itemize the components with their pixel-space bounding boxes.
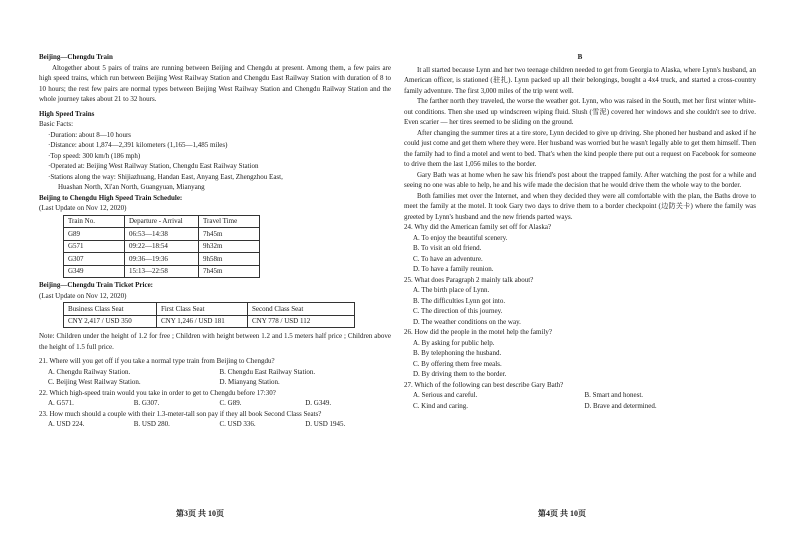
option: C. The direction of this journey. [413,307,503,315]
option: A. Chengdu Railway Station. [48,367,131,376]
question-22 [39,388,391,409]
option: C. To have an adventure. [413,254,483,263]
option: D. By driving them to the border. [413,370,507,378]
table-cell: 9h32m [199,240,260,253]
table-row [64,265,260,278]
question-23 [39,409,391,430]
schedule-title: Beijing to Chengdu High Speed Train Schedule: [39,193,183,202]
option: C. Kind and caring. [413,401,469,410]
question-text: 23. How much should a couple with their 1.3-meter-tall son pay if they all book Second Class Seats? [39,409,322,418]
option: D. Mianyang Station. [219,378,280,386]
hs-heading: High Speed Trains [39,109,95,118]
fact-item-cont: Huashan North, Xi'an North, Guangyuan, Mianyang [58,183,205,191]
facts-list [39,130,391,193]
table-cell: CNY 2,417 / USD 350 [64,315,157,328]
page-number-left: 第3页 共 10页 [176,509,224,518]
basic-facts-label: Basic Facts: [39,120,74,128]
table-cell: 7h45m [199,228,260,241]
option: B. Chengdu East Railway Station. [219,367,316,376]
question-text: 21. Where will you get off if you take a normal type train from Beijing to Chengdu? [39,357,275,365]
article-heading: Beijing—Chengdu Train [39,53,113,61]
schedule-table [63,215,260,279]
option-list [404,390,756,411]
option: A. G571. [48,399,74,407]
option-list [39,419,391,430]
story-paragraph: It all started because Lynn and her two teenage children needed to get from Georgia to Alaska, where Lynn's husband, an American officer, is stationed (驻扎). Lynn packed up all their belongings, bought a 4x4 truck, and started a cross-country family adventure. The first 3,000 miles of the trip went well. [404,65,756,95]
table-row [64,253,260,266]
story-paragraph: The farther north they traveled, the worse the weather got. Lynn, who was raised in the South, met her first winter white-out conditions. Then she used up windscreen wiping fluid. Slush (雪泥) covered her windows and she couldn't see to drive. Even scarier — her tires seemed to be sliding on the ground. [404,97,756,126]
table-cell: 09:22—18:54 [125,240,199,253]
question-text: 26. How did the people in the motel help the family? [404,328,552,336]
fact-item: ·Duration: about 8—10 hours [48,130,132,139]
option: C. Beijing West Railway Station. [48,378,141,386]
fact-item: ·Stations along the way: Shijiazhuang, Handan East, Anyang East, Zhengzhou East, [48,172,283,181]
option-list [39,367,391,388]
option: A. The birth place of Lynn. [413,286,490,294]
option: A. Serious and careful. [413,391,478,399]
table-cell: G571 [64,240,125,253]
table-header-row [64,303,355,316]
option: B. The difficulties Lynn got into. [413,296,506,305]
table-cell: G89 [64,228,125,241]
table-cell: 9h58m [199,253,260,266]
table-cell: 15:13—22:58 [125,265,199,278]
question-25 [404,275,756,328]
fact-item: ·Distance: about 1,874—2,391 kilometers (1,165—1,485 miles) [48,141,228,149]
table-header: Departure - Arrival [125,215,199,228]
table-cell: 09:36—19:36 [125,253,199,266]
option: C. USD 336. [219,420,256,428]
table-header: Second Class Seat [248,303,355,316]
question-text: 27. Which of the following can best describe Gary Bath? [404,380,564,389]
table-header: Business Class Seat [64,303,157,316]
story-paragraph: Both families met over the Internet, and when they decided they were all comfortable with the plan, the Baths drove to meet the family at the motel. It took Gary two days to drive them to a border checkpoint (边防关卡) where the family was greeted by Lynn's husband and the new friends parted ways. [404,191,756,221]
table-cell: CNY 1,246 / USD 181 [157,315,248,328]
price-title: Beijing—Chengdu Train Ticket Price: [39,281,154,289]
schedule-update: (Last Update on Nov 12, 2020) [39,204,127,212]
option-list [39,398,391,409]
table-cell: 7h45m [199,265,260,278]
option: A. To enjoy the beautiful scenery. [413,233,508,242]
right-page [404,52,756,411]
question-27 [404,380,756,412]
price-note: Note: Children under the height of 1.2 for free ; Children with height between 1.2 and 1.5 meters half price ; Children above the height of 1.5 full price. [39,332,391,351]
option: B. By telephoning the husband. [413,349,502,357]
page-number-right: 第4页 共 10页 [538,509,586,518]
table-cell: G307 [64,253,125,266]
option: C. G89. [219,399,242,407]
option: D. G349. [305,399,332,407]
table-header-row [64,215,260,228]
option: B. USD 280. [133,420,170,428]
option: D. USD 1945. [305,420,346,428]
section-label: B [577,53,583,61]
option: B. G307. [133,399,160,407]
price-table [63,302,355,328]
option: D. Brave and determined. [584,401,657,410]
option: D. The weather conditions on the way. [413,317,521,326]
table-row [64,315,355,328]
option: A. By asking for public help. [413,338,495,347]
intro-paragraph: Altogether about 5 pairs of trains are running between Beijing and Chengdu at present. Among them, a few pairs are high speed trains, which run between Beijing West Railway Station and Chengdu East Railway Station with duration of 8 to 10 hours; the rest few pairs are normal types between Beijing West Railway Station and Chengdu Railway Station and the whole journey takes about 21 to 32 hours. [39,63,391,103]
table-header: Train No. [64,215,125,228]
table-header: First Class Seat [157,303,248,316]
table-cell: CNY 778 / USD 112 [248,315,355,328]
question-21 [39,356,391,388]
table-row [64,228,260,241]
option: A. USD 224. [48,420,85,428]
table-row [64,240,260,253]
option: B. Smart and honest. [584,391,644,399]
price-update: (Last Update on Nov 12, 2020) [39,291,127,300]
table-cell: G349 [64,265,125,278]
table-header: Travel Time [199,215,260,228]
option: B. To visit an old friend. [413,244,482,252]
question-text: 24. Why did the American family set off for Alaska? [404,223,552,231]
fact-item: ·Top speed: 300 km/h (186 mph) [48,151,141,160]
left-page [39,52,391,430]
question-text: 22. Which high-speed train would you take in order to get to Chengdu before 17:30? [39,388,276,397]
fact-item: ·Operated at: Beijing West Railway Station, Chengdu East Railway Station [48,162,259,170]
question-26 [404,327,756,380]
question-24 [404,222,756,275]
story-paragraph: Gary Bath was at home when he saw his friend's post about the trapped family. After watching the post for a while and seeing no one was able to help, he and his wife made the decision that he would drive them the whole way to the border. [404,170,756,189]
table-cell: 06:53—14:38 [125,228,199,241]
question-text: 25. What does Paragraph 2 mainly talk about? [404,275,534,284]
option: D. To have a family reunion. [413,265,494,273]
story-paragraph: After changing the summer tires at a tire store, Lynn decided to give up driving. She phoned her husband and asked if he could just come and get them where they were. Her husband was worried but he wasn't legally able to get them himself. Then the family had to find a motel and went to bed. That's when the kind people there put out a request on Facebook for someone to drive them the last 1,056 miles to the border. [404,128,756,168]
option: C. By offering them free meals. [413,359,502,368]
